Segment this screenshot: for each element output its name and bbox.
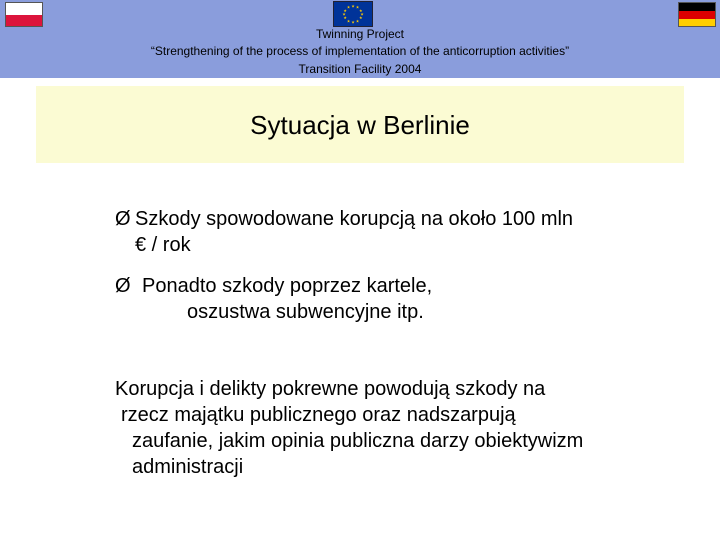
bullet-2-line-2: oszustwa subwencyjne itp. [187,301,424,323]
paragraph-line-2: rzecz majątku publicznego oraz nadszarpują [121,404,516,426]
arrow-bullet-icon: Ø [115,275,131,297]
bullet-2-line-1: Ponadto szkody poprzez kartele, [142,275,433,297]
header-banner [0,0,720,78]
paragraph-line-4: administracji [132,456,244,478]
eu-flag-icon [333,1,373,27]
funding-program: Transition Facility 2004 [298,62,422,76]
project-name: Twinning Project [315,27,405,41]
title-box [36,86,684,163]
svg-text:★: ★ [343,7,347,13]
svg-text:★: ★ [351,19,355,25]
slide-title: Sytuacja w Berlinie [250,110,470,140]
svg-text:★: ★ [342,11,346,17]
svg-text:★: ★ [355,18,360,24]
svg-text:★: ★ [343,15,347,21]
germany-flag-icon [678,2,716,27]
paragraph-line-1: Korupcja i delikty pokrewne powodują szkody na [115,378,546,400]
svg-text:★: ★ [346,4,351,10]
poland-flag-icon [5,2,43,27]
bullet-1-line-1: Szkody spowodowane korupcją na około 100 mln [135,208,574,230]
svg-text:★: ★ [360,11,364,17]
project-subtitle: “Strengthening of the process of implementation of the anticorruption activities” [150,44,570,58]
svg-text:★: ★ [351,3,355,9]
paragraph-line-3: zaufanie, jakim opinia publiczna darzy obiektywizm [132,430,584,452]
bullet-1-line-2: € / rok [135,234,191,256]
svg-text:★: ★ [346,18,351,24]
svg-text:★: ★ [359,15,363,21]
svg-text:★: ★ [359,7,363,13]
arrow-bullet-icon: Ø [115,208,131,230]
svg-text:★: ★ [355,4,360,10]
